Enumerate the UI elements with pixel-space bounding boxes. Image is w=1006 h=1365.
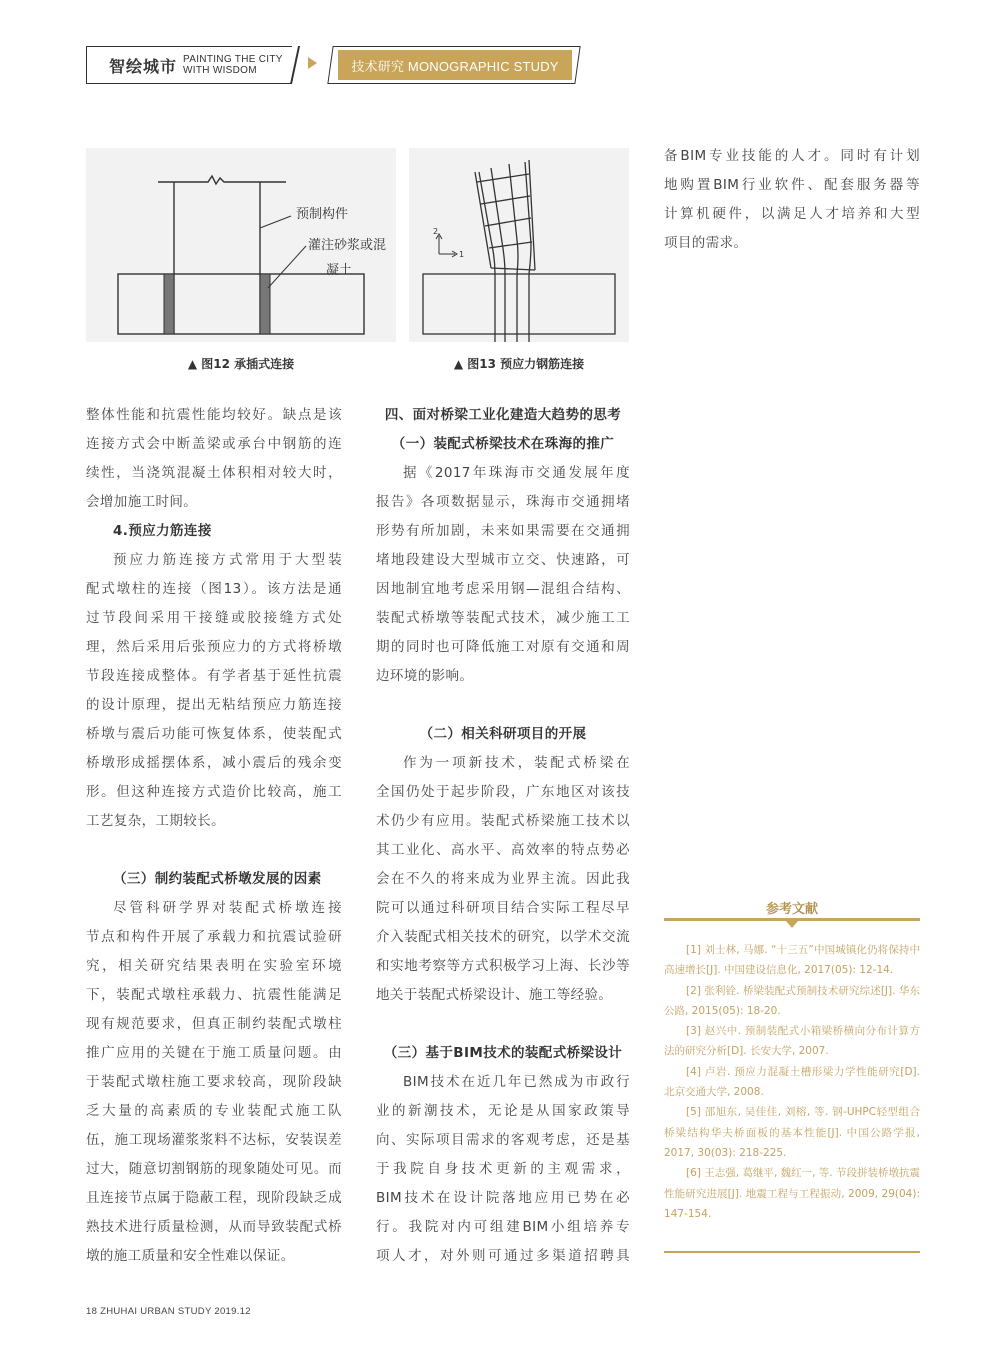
axis-label-1: 1 [459,250,465,259]
col1-heading-factors: （三）制约装配式桥墩发展的因素 [113,871,322,887]
reference-item: [6] 王志强, 葛继平, 魏红一, 等. 节段拼装桥墩抗震性能研究进展[J]. 地震工程与工程振动, 2009, 29(04): 147-154. [664,1167,920,1220]
col2-p2-line: 会在不久的将来成为业界主流。因此我 [376,871,630,887]
label-grout-1: 灌注砂浆或混 [308,238,387,253]
col1-p3-line: 尽管科研学界对装配式桥墩连接 [113,900,342,916]
triangle-down-icon [786,921,798,928]
col2-p2-line: 全国仍处于起步阶段，广东地区对该技 [376,784,630,800]
col1-p1-line: 连接方式会中断盖梁或承台中钢筋的连 [86,436,342,452]
figure-12-caption: ▲ 图12 承插式连接 [187,357,295,371]
col2-p3-line: 向、实际项目需求的客观考虑，还是基 [376,1132,630,1148]
col2-section-heading: 四、面对桥梁工业化建造大趋势的思考 [384,407,622,423]
col2-p1-line: 因地制宜地考虑采用钢—混组合结构、 [376,581,630,597]
col2-p1-line: 装配式桥墩等装配式技术，减少施工工 [376,610,630,626]
figure-12 [86,148,396,342]
col1-p1-line: 续性，当浇筑混凝土体积相对较大时， [86,465,342,481]
col1-p2-line: 的设计原理，提出无粘结预应力筋连接 [86,697,342,713]
references-bottom-rule [664,1251,920,1253]
col1-p2-line: 桥墩形成摇摆体系，减小震后的残余变 [86,755,342,771]
reference-item: [1] 刘士林, 马娜. “十三五”中国城镇化仍将保持中高速增长[J]. 中国建设信息化, 2017(05): 12-14. [664,944,920,977]
col2-p3-line: 于我院自身技术更新的主观需求， [376,1161,630,1177]
text-column-1 [86,401,342,1271]
triangle-arrow-icon [308,57,317,69]
label-precast: 预制构件 [296,207,349,222]
col2-p2-line: 术仍少有应用。装配式桥梁施工技术以 [376,813,630,829]
axis-label-2: 2 [433,227,439,236]
header-brand-box [86,46,292,84]
col1-p2-line: 工艺复杂，工期较长。 [86,813,225,829]
col2-p3-line: 行。我院对内可组建BIM小组培养专 [376,1219,630,1235]
page-footer: 18 ZHUHAI URBAN STUDY 2019.12 [86,1306,251,1317]
col2-p2-line: 作为一项新技术，装配式桥梁在 [403,755,630,771]
references-list [664,940,920,1224]
col1-p3-line: 且连接节点属于隐蔽工程，现阶段缺乏成 [86,1190,342,1206]
col2-p3-line: BIM技术在设计院落地应用已势在必 [376,1190,630,1206]
col2-p2-line: 其工业化、高水平、高效率的特点势必 [376,842,630,858]
reference-item: [4] 卢岩. 预应力混凝土槽形梁力学性能研究[D]. 北京交通大学, 2008. [664,1065,920,1099]
col1-heading-prestress: 4.预应力筋连接 [113,523,212,539]
col1-p2-line: 预应力筋连接方式常用于大型装 [113,552,342,568]
text-column-3 [664,142,920,258]
col1-p3-line: 推广应用的关键在于施工质量问题。由 [86,1045,342,1061]
brand-en-line-1: PAINTING THE CITY [183,54,283,65]
col1-p3-line: 伍，施工现场灌浆浆料不达标，安装误差 [86,1132,342,1148]
col2-p2-line: 院可以通过科研项目结合实际工程尽早 [376,900,630,916]
col1-p2-line: 过节段间采用干接缝或胶接缝方式处 [86,610,342,626]
col1-p2-line: 理，然后采用后张预应力的方式将桥墩 [86,639,342,655]
col1-p3-line: 过大，随意切割钢筋的现象随处可见。而 [86,1161,342,1177]
col2-heading-promotion: （一）装配式桥梁技术在珠海的推广 [391,436,615,452]
col2-p1-line: 边环境的影响。 [376,668,474,684]
col1-p3-line: 下，装配式墩柱承载力、抗震性能满足 [86,987,342,1003]
col1-p2-line: 桥墩与震后功能可恢复体系，使装配式 [86,726,342,742]
col2-p2-line: 和实地考察等方式积极学习上海、长沙等 [376,958,630,974]
col3-p1-line: 计算机硬件，以满足人才培养和大型 [664,206,920,222]
col3-p1-line: 项目的需求。 [664,235,748,251]
col1-p3-line: 于装配式墩柱施工要求较高，现阶段缺 [86,1074,342,1090]
col1-p1-line: 整体性能和抗震性能均较好。缺点是该 [86,407,342,423]
col2-heading-bim: （三）基于BIM技术的装配式桥梁设计 [383,1045,623,1061]
col1-p3-line: 熟技术进行质量检测，从而导致装配式桥 [86,1219,342,1235]
col2-p1-line: 期的同时也可降低施工对原有交通和周 [376,639,630,655]
col2-p2-line: 介入装配式相关技术的研究，以学术交流 [376,929,630,945]
figure-13-caption: ▲ 图13 预应力钢筋连接 [453,357,585,371]
col2-p2-line: 地关于装配式桥梁设计、施工等经验。 [376,987,613,1003]
col1-p2-line: 形。但这种连接方式造价比较高，施工 [86,784,342,800]
col2-p1-line: 形势有所加剧，未来如果需要在交通拥 [376,523,630,539]
figure-12-drawing [86,148,396,342]
references-title: 参考文献 [765,902,818,917]
col2-p1-line: 据《2017年珠海市交通发展年度 [403,465,630,481]
col3-p1-line: 备BIM专业技能的人才。同时有计划 [664,148,920,164]
col2-p1-line: 堵地段建设大型城市立交、快速路，可 [376,552,630,568]
figure-13-drawing [409,148,629,342]
col1-p3-line: 墩的施工质量和安全性难以保证。 [86,1248,295,1264]
text-column-2 [376,401,630,1271]
col1-p3-line: 现有规范要求，但真正制约装配式墩柱 [86,1016,342,1032]
col1-p1-line: 会增加施工时间。 [86,494,198,510]
reference-item: [5] 邵旭东, 吴佳佳, 刘榕, 等. 钢-UHPC轻型组合桥梁结构华夫桥面板的基本性能[J]. 中国公路学报, 2017, 30(03): 218-225. [664,1106,920,1159]
label-grout-2: 凝土 [326,263,353,278]
section-label: 技术研究 MONOGRAPHIC STUDY [338,50,572,80]
col2-heading-research: （二）相关科研项目的开展 [419,726,587,742]
brand-title-en [183,54,283,76]
col1-p3-line: 乏大量的高素质的专业装配式施工队 [86,1103,342,1119]
brand-title-cn: 智绘城市 [109,56,178,76]
col2-p3-line: 业的新潮技术，无论是从国家政策导 [376,1103,630,1119]
col1-p2-line: 节段连接成整体。有学者基于延性抗震 [86,668,342,684]
reference-item: [3] 赵兴中. 预制装配式小箱梁桥横向分布计算方法的研究分析[D]. 长安大学, 2007. [664,1025,920,1058]
col3-p1-line: 地购置BIM行业软件、配套服务器等 [664,177,920,193]
col1-p3-line: 节点和构件开展了承载力和抗震试验研 [86,929,342,945]
brand-en-line-2: WITH WISDOM [183,65,257,76]
col2-p1-line: 报告》各项数据显示，珠海市交通拥堵 [376,494,630,510]
figure-13 [409,148,629,342]
col2-p3-line: 项人才，对外则可通过多渠道招聘具 [376,1248,630,1264]
col1-p3-line: 究，相关研究结果表明在实验室环境 [86,958,342,974]
reference-item: [2] 张利铨. 桥梁装配式预制技术研究综述[J]. 华东公路, 2015(05): 18-20. [664,984,920,1017]
col2-p3-line: BIM技术在近几年已然成为市政行 [403,1074,630,1090]
col1-p2-line: 配式墩柱的连接（图13）。该方法是通 [86,581,342,597]
